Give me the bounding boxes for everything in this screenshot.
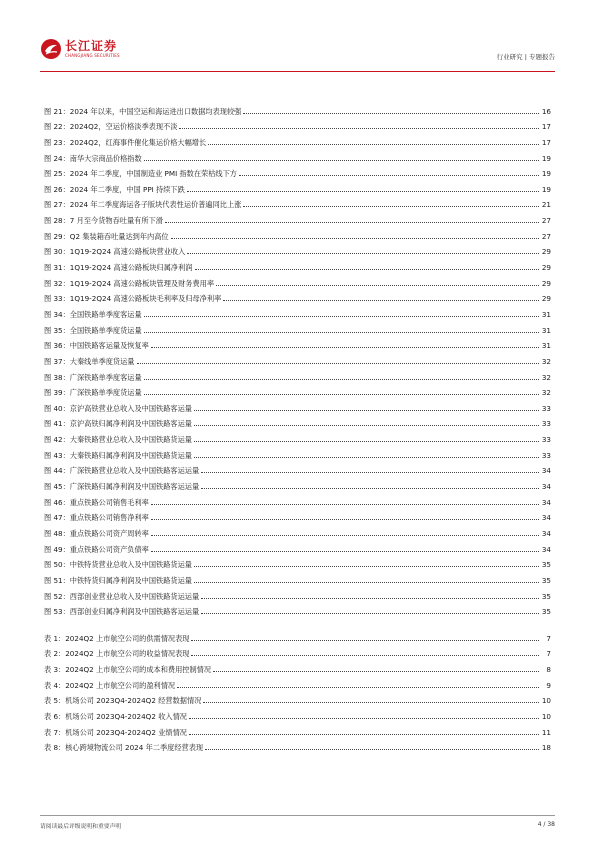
toc-entry-label: 图 49：重点铁路公司资产负债率 [44,544,149,554]
logo-english-name: CHANGJIANG SECURITIES [65,53,120,58]
toc-entry-page: 34 [541,466,551,476]
dot-leader [194,582,539,583]
figure-toc-entry[interactable] [44,444,551,460]
toc-entry-label: 图 52：西部创业营业总收入及中国铁路货运运量 [44,591,200,601]
dot-leader [191,655,539,656]
toc-entry-label: 图 41：京沪高铁归属净利润及中国铁路客运量 [44,419,192,429]
toc-entry-label: 图 46：重点铁路公司销售毛利率 [44,497,149,507]
toc-entry-page: 34 [541,513,551,523]
page-header [40,38,555,68]
figure-toc-entry[interactable] [44,350,551,366]
figure-toc-entry[interactable] [44,554,551,570]
toc-entry-label: 图 35：全国铁路单季度货运量 [44,325,142,335]
toc-entry-page: 7 [546,633,551,643]
toc-entry-page: 11 [541,727,551,737]
toc-entry-label: 图 28：7 月至今货物吞吐量有所下滑 [44,216,163,226]
figure-toc-entry[interactable] [44,538,551,554]
figure-toc-entry[interactable] [44,397,551,413]
dot-leader [194,457,539,458]
toc-entry-page: 29 [541,263,551,273]
figure-toc-entry[interactable] [44,178,551,194]
toc-entry-page: 32 [541,372,551,382]
toc-entry-label: 图 38：广深铁路单季度客运量 [44,372,142,382]
figure-toc-entry[interactable] [44,319,551,335]
dot-leader [187,253,539,254]
toc-entry-page: 34 [541,497,551,507]
toc-entry-label: 图 21：2024 年以来，中国空运和海运进出口数据均表现较强 [44,106,242,116]
figure-toc-entry[interactable] [44,303,551,319]
dot-leader [195,269,540,270]
dot-leader [205,749,539,750]
table-list [44,627,551,752]
dot-leader [201,598,539,599]
figure-toc-entry[interactable] [44,522,551,538]
dot-leader [151,519,539,520]
dot-leader [144,160,539,161]
figure-toc-entry[interactable] [44,116,551,132]
toc-entry-page: 35 [541,607,551,617]
figure-toc-entry[interactable] [44,335,551,351]
dot-leader [165,222,539,223]
figure-toc-entry[interactable] [44,475,551,491]
dot-leader [194,441,539,442]
toc-entry-label: 图 42：大秦铁路营业总收入及中国铁路货运量 [44,435,192,445]
toc-entry-label: 图 23：2024Q2，红海事件催化集运价格大幅增长 [44,137,207,147]
toc-entry-label: 图 27：2024 年二季度海运各子版块代表性运价普遍同比上涨 [44,200,242,210]
toc-entry-page: 10 [541,696,551,706]
toc-entry-label: 表 7：机场公司 2023Q4-2024Q2 业绩情况 [44,727,187,737]
figure-toc-entry[interactable] [44,100,551,116]
toc-entry-label: 图 36：中国铁路客运量及恢复率 [44,341,149,351]
toc-entry-page: 29 [541,294,551,304]
toc-entry-page: 17 [541,122,551,132]
toc-entry-page: 18 [541,743,551,753]
page-number: 4 / 38 [537,821,555,828]
dot-leader [194,566,539,567]
figure-toc-entry[interactable] [44,163,551,179]
toc-entry-page: 31 [541,309,551,319]
toc-entry-page: 29 [541,247,551,257]
toc-entry-label: 图 51：中铁特货归属净利润及中国铁路货运量 [44,575,192,585]
toc-entry-page: 19 [541,184,551,194]
dot-leader [243,113,539,114]
dot-leader [239,175,539,176]
toc-entry-label: 图 50：中铁特货营业总收入及中国铁路货运量 [44,560,192,570]
logo-chinese-name: 长江证券 [65,39,118,53]
toc-entry-page: 21 [541,200,551,210]
dot-leader [191,640,539,641]
dot-leader [203,702,539,703]
toc-entry-label: 图 45：广深铁路归属净利润及中国铁路客运运量 [44,482,200,492]
toc-entry-page: 33 [541,435,551,445]
report-type-label: 行业研究 | 专题报告 [496,53,555,61]
dot-leader [151,551,539,552]
figure-list [44,100,551,616]
dot-leader [201,613,539,614]
toc-entry-page: 19 [541,153,551,163]
dot-leader [189,718,539,719]
toc-entry-page: 33 [541,450,551,460]
toc-entry-label: 图 53：西部创业归属净利润及中国铁路客运运量 [44,607,200,617]
toc-entry-label: 图 26：2024 年二季度，中国 PPI 持续下跌 [44,184,185,194]
toc-entry-label: 表 1：2024Q2 上市航空公司的供需情况表现 [44,633,190,643]
dot-leader [151,504,539,505]
company-logo [40,38,120,60]
figure-toc-entry[interactable] [44,382,551,398]
toc-entry-page: 31 [541,325,551,335]
figure-toc-entry[interactable] [44,585,551,601]
figure-toc-entry[interactable] [44,601,551,617]
dot-leader [177,687,539,688]
toc-entry-label: 图 30：1Q19-2Q24 高速公路板块营业收入 [44,247,186,257]
toc-entry-label: 表 3：2024Q2 上市航空公司的成本和费用控制情况 [44,665,212,675]
changjiang-logo-icon [40,38,62,60]
figure-toc-entry[interactable] [44,256,551,272]
figure-toc-entry[interactable] [44,147,551,163]
dot-leader [201,472,539,473]
table-toc-entry[interactable] [44,674,551,690]
toc-entry-label: 图 22：2024Q2，空运价格淡季表现不淡 [44,122,178,132]
toc-entry-page: 34 [541,544,551,554]
figure-toc-entry[interactable] [44,209,551,225]
toc-entry-page: 17 [541,137,551,147]
toc-entry-page: 19 [541,169,551,179]
table-toc-entry[interactable] [44,658,551,674]
dot-leader [151,347,539,348]
toc-entry-label: 表 2：2024Q2 上市航空公司的收益情况表现 [44,649,190,659]
footer-divider [40,815,555,816]
dot-leader [144,379,539,380]
table-toc-entry[interactable] [44,627,551,643]
dot-leader [151,535,539,536]
toc-entry-page: 35 [541,560,551,570]
figure-toc-entry[interactable] [44,366,551,382]
dot-leader [137,363,540,364]
toc-entry-page: 29 [541,278,551,288]
figure-toc-entry[interactable] [44,272,551,288]
figure-toc-entry[interactable] [44,225,551,241]
figure-toc-entry[interactable] [44,413,551,429]
toc-entry-label: 图 24：南华大宗商品价格指数 [44,153,142,163]
figure-toc-entry[interactable] [44,131,551,147]
dot-leader [189,734,539,735]
dot-leader [144,316,539,317]
toc-entry-label: 图 48：重点铁路公司资产周转率 [44,528,149,538]
section-gap [44,616,551,627]
dot-leader [194,410,539,411]
toc-entry-label: 图 25：2024 年二季度，中国制造业 PMI 指数在荣枯线下方 [44,169,237,179]
disclaimer-note: 请阅读最后评级说明和重要声明 [40,824,122,830]
toc-entry-page: 33 [541,419,551,429]
figure-toc-entry[interactable] [44,491,551,507]
toc-entry-label: 图 34：全国铁路单季度客运量 [44,309,142,319]
dot-leader [144,332,539,333]
table-toc-entry[interactable] [44,643,551,659]
figure-toc-entry[interactable] [44,241,551,257]
figure-toc-entry[interactable] [44,460,551,476]
toc-entry-label: 表 4：2024Q2 上市航空公司的盈利情况 [44,680,176,690]
table-toc-entry[interactable] [44,690,551,706]
figure-toc-entry[interactable] [44,288,551,304]
toc-entry-label: 表 5：机场公司 2023Q4-2024Q2 经营数据情况 [44,696,202,706]
figure-toc-entry[interactable] [44,194,551,210]
toc-entry-label: 图 32：1Q19-2Q24 高速公路板块管理及财务费用率 [44,278,215,288]
table-toc-entry[interactable] [44,737,551,753]
dot-leader [208,144,539,145]
table-of-contents [44,100,551,752]
toc-entry-label: 图 39：广深铁路单季度货运量 [44,388,142,398]
header-divider [40,71,555,72]
toc-entry-page: 34 [541,482,551,492]
dot-leader [144,394,539,395]
figure-toc-entry[interactable] [44,428,551,444]
toc-entry-label: 图 44：广深铁路营业总收入及中国铁路客运运量 [44,466,200,476]
figure-toc-entry[interactable] [44,507,551,523]
toc-entry-page: 31 [541,341,551,351]
toc-entry-page: 27 [541,231,551,241]
figure-toc-entry[interactable] [44,569,551,585]
dot-leader [243,206,539,207]
toc-entry-label: 图 43：大秦铁路归属净利润及中国铁路货运量 [44,450,192,460]
toc-entry-label: 图 37：大秦线单季度货运量 [44,356,135,366]
dot-leader [179,128,539,129]
toc-entry-page: 7 [546,649,551,659]
table-toc-entry[interactable] [44,721,551,737]
toc-entry-label: 图 40：京沪高铁营业总收入及中国铁路客运量 [44,403,192,413]
toc-entry-page: 33 [541,403,551,413]
toc-entry-page: 32 [541,388,551,398]
dot-leader [171,238,539,239]
table-toc-entry[interactable] [44,705,551,721]
dot-leader [213,671,539,672]
toc-entry-label: 表 6：机场公司 2023Q4-2024Q2 收入情况 [44,711,187,721]
toc-entry-label: 表 8：核心跨境物流公司 2024 年二季度经营表现 [44,743,204,753]
toc-entry-page: 9 [546,680,551,690]
toc-entry-label: 图 31：1Q19-2Q24 高速公路板块归属净利润 [44,263,193,273]
dot-leader [223,300,539,301]
toc-entry-page: 34 [541,528,551,538]
toc-entry-page: 27 [541,216,551,226]
toc-entry-label: 图 29：Q2 集装箱吞吐量达到年内高位 [44,231,169,241]
dot-leader [194,425,539,426]
dot-leader [216,285,539,286]
toc-entry-page: 32 [541,356,551,366]
toc-entry-page: 35 [541,575,551,585]
dot-leader [187,191,539,192]
toc-entry-label: 图 33：1Q19-2Q24 高速公路板块毛利率及归母净利率 [44,294,222,304]
toc-entry-page: 10 [541,711,551,721]
toc-entry-page: 35 [541,591,551,601]
dot-leader [201,488,539,489]
toc-entry-page: 16 [541,106,551,116]
toc-entry-label: 图 47：重点铁路公司销售净利率 [44,513,149,523]
toc-entry-page: 8 [546,665,551,675]
